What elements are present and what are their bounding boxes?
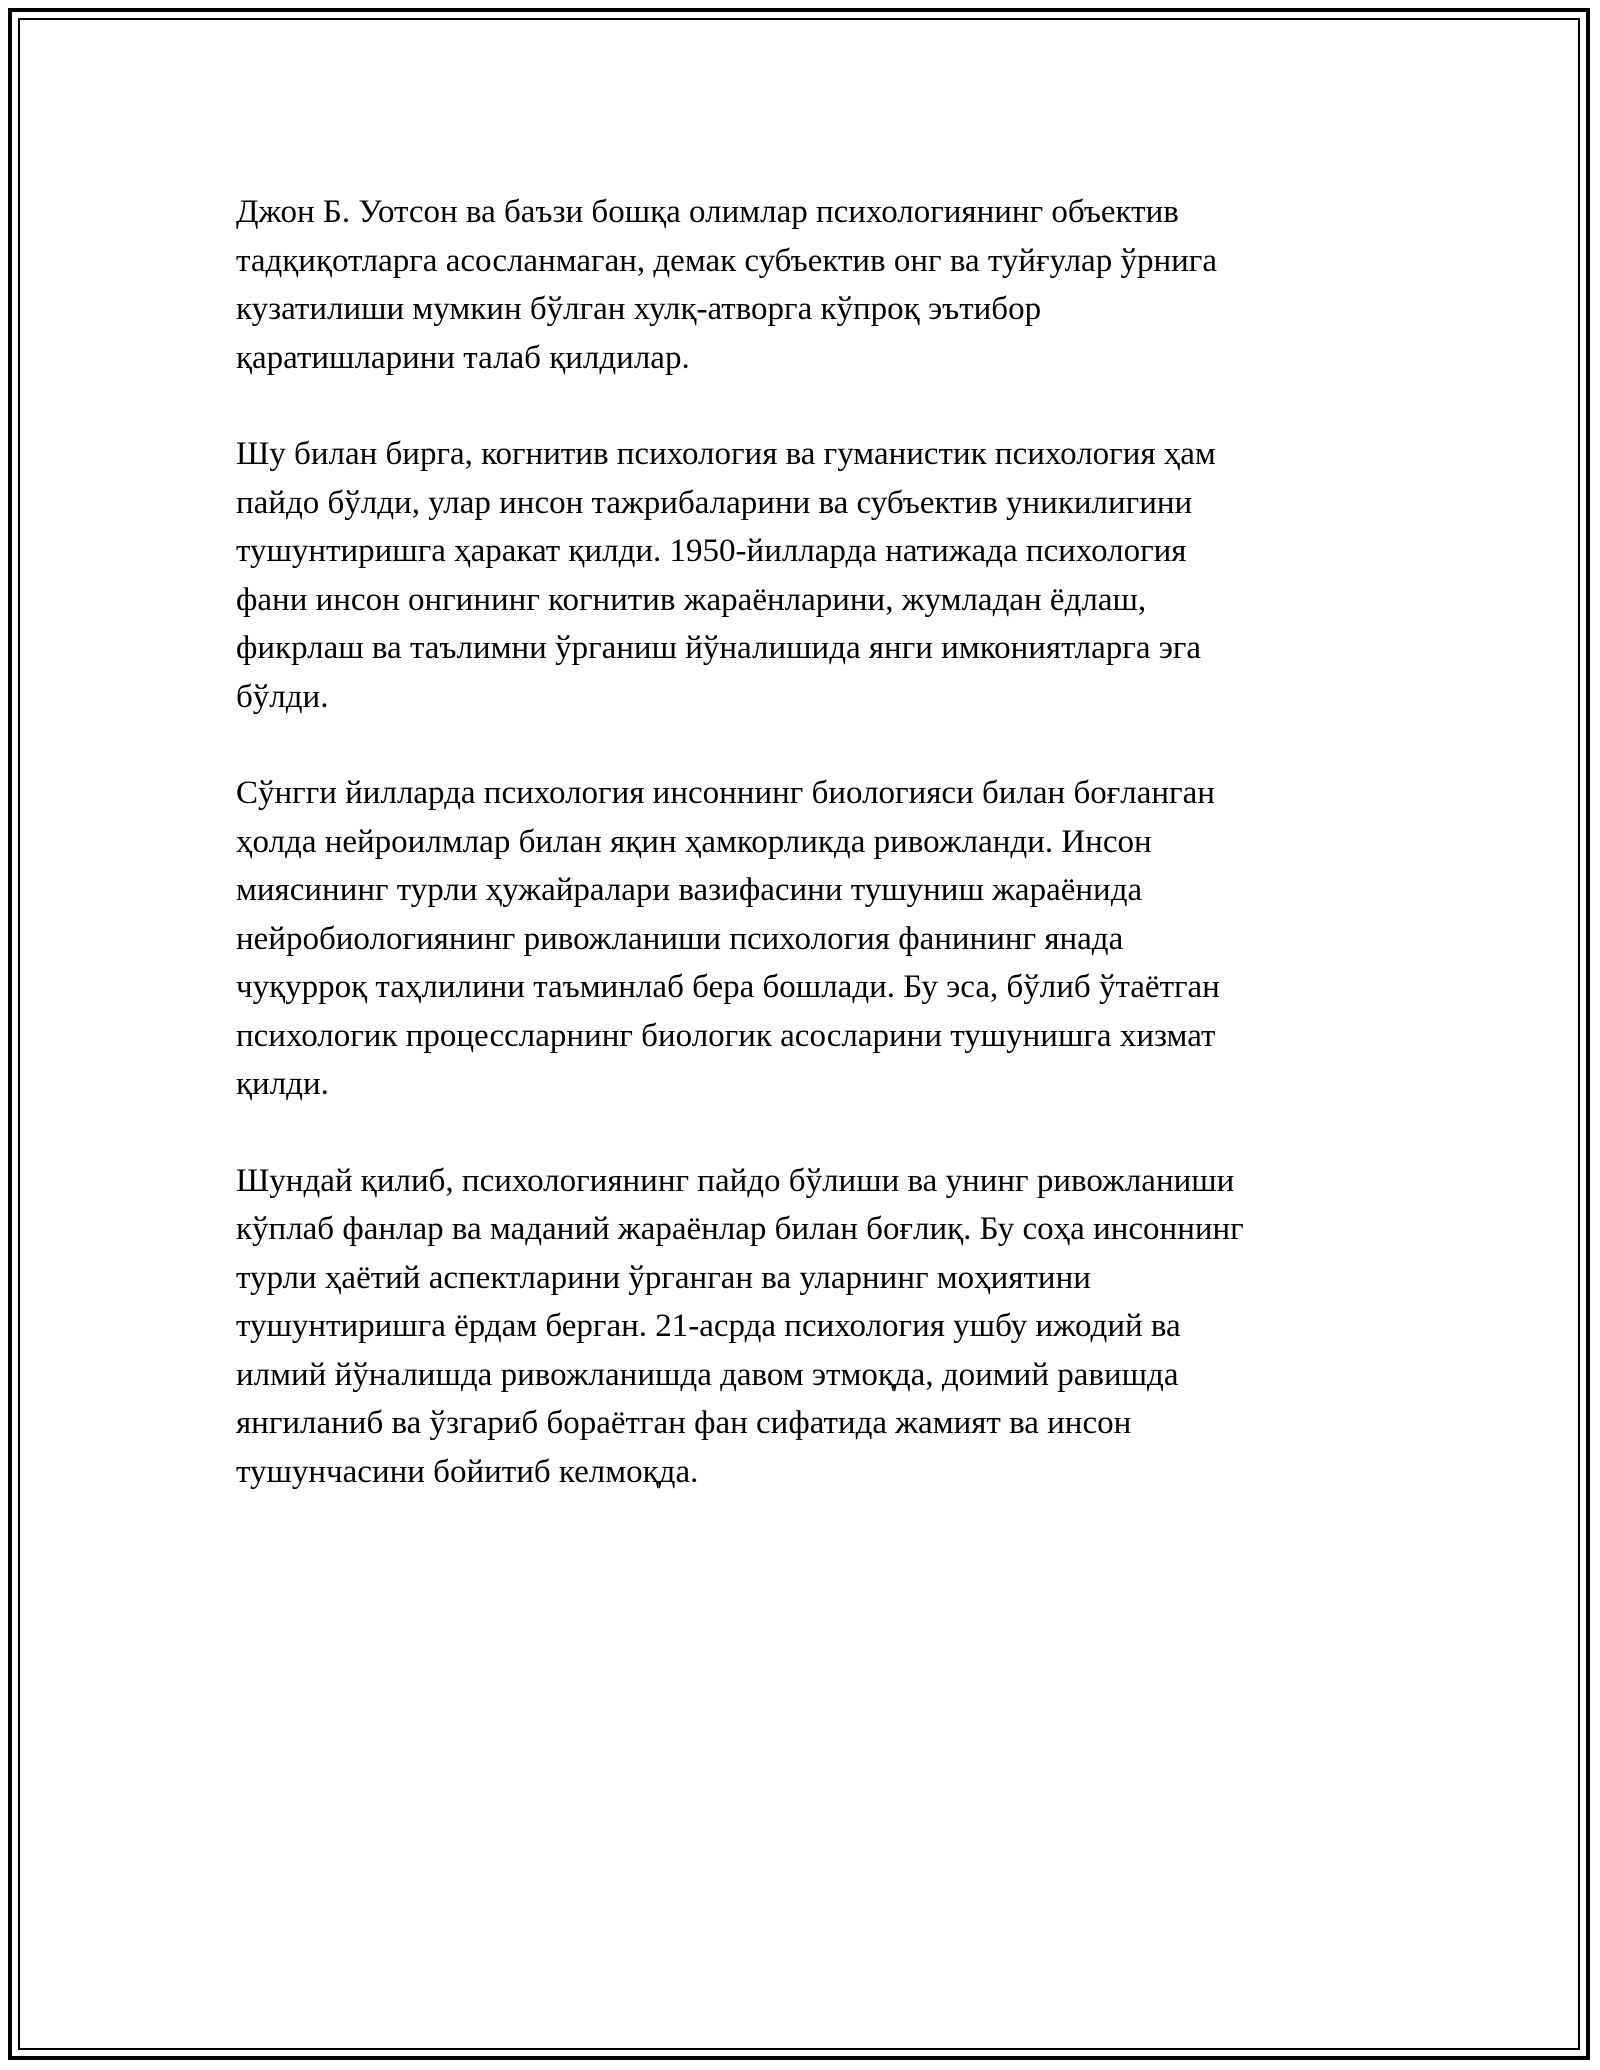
text-line: тушунтиришга ҳаракат қилди. 1950-йилларда натижада психология: [236, 533, 1187, 569]
text-line: нейробиологиянинг ривожланиши психология фанининг янада: [236, 920, 1124, 957]
text-line: миясининг турли ҳужайралари вазифасини тушуниш жараёнида: [236, 872, 1143, 908]
text-line: бўлди.: [236, 678, 329, 715]
text-line: янгиланиб ва ўзгариб бораётган фан сифатида жамият ва инсон: [236, 1405, 1132, 1441]
text-line: кузатилиши мумкин бўлган хулқ-атворга кўпроқ эътибор: [236, 291, 1042, 327]
text-line: қаратишларини талаб қилдилар.: [236, 339, 690, 376]
paragraph-3: [236, 769, 1386, 1109]
paragraph-1: [236, 188, 1386, 382]
text-line: қилди.: [236, 1066, 329, 1102]
text-line: турли ҳаётий аспектларини ўрганган ва уларнинг моҳиятини: [236, 1259, 1091, 1296]
document-body: [236, 188, 1386, 1544]
paragraph-2: [236, 430, 1386, 721]
paragraph-4: [236, 1157, 1386, 1497]
text-line: ҳолда нейроилмлар билан яқин ҳамкорликда ривожланди. Инсон: [236, 823, 1152, 860]
text-line: пайдо бўлди, улар инсон тажрибаларини ва субъектив уникилигини: [236, 484, 1193, 521]
text-line: илмий йўналишда ривожланишда давом этмоқда, доимий равишда: [236, 1356, 1179, 1393]
text-line: тадқиқотларга асосланмаган, демак субъектив онг ва туйғулар ўрнига: [236, 242, 1217, 279]
text-line: психологик процессларнинг биологик асосларини тушунишга хизмат: [236, 1017, 1216, 1054]
text-line: фани инсон онгининг когнитив жараёнларини, жумладан ёдлаш,: [236, 581, 1147, 618]
text-line: чуқурроқ таҳлилини таъминлаб бера бошлади. Бу эса, бўлиб ўтаётган: [236, 969, 1220, 1005]
text-line: тушунчасини бойитиб келмоқда.: [236, 1453, 699, 1490]
text-line: кўплаб фанлар ва маданий жараёнлар билан боғлиқ. Бу соҳа инсоннинг: [236, 1211, 1244, 1247]
text-line: Сўнгги йилларда психология инсоннинг биологияси билан боғланган: [236, 775, 1215, 811]
text-line: фикрлаш ва таълимни ўрганиш йўналишида янги имкониятларга эга: [236, 630, 1202, 666]
text-line: Шундай қилиб, психологиянинг пайдо бўлиши ва унинг ривожланиши: [236, 1162, 1235, 1199]
text-line: Джон Б. Уотсон ва баъзи бошқа олимлар психологиянинг объектив: [236, 194, 1179, 230]
text-line: тушунтиришга ёрдам берган. 21-асрда психология ушбу ижодий ва: [236, 1308, 1181, 1344]
text-line: Шу билан бирга, когнитив психология ва гуманистик психология ҳам: [236, 436, 1216, 472]
